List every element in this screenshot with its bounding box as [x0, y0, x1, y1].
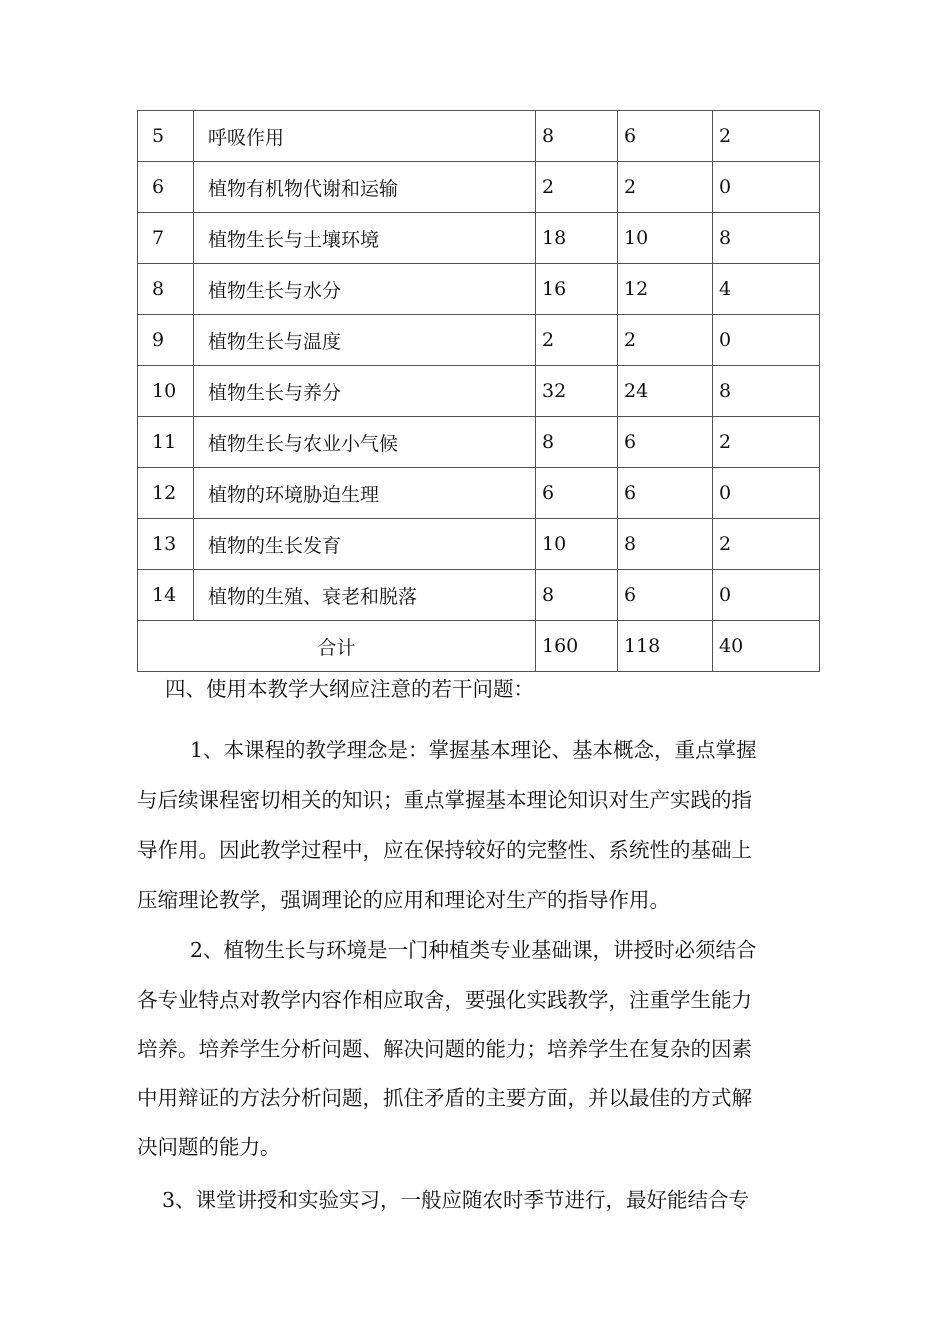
- theory-hours-cell: 12: [618, 264, 713, 315]
- row-number-cell: 9: [138, 315, 194, 366]
- theory-sum-cell: 118: [618, 621, 713, 672]
- paragraph-2-line-5: 决问题的能力。: [137, 1135, 281, 1159]
- total-label-cell: 合计: [138, 621, 536, 672]
- paragraph-2-line-3: 培养。培养学生分析问题、解决问题的能力；培养学生在复杂的因素: [137, 1037, 752, 1061]
- total-hours-cell: 8: [536, 570, 618, 621]
- row-number-cell: 5: [138, 111, 194, 162]
- table-row: [138, 213, 820, 264]
- theory-hours-cell: 2: [618, 162, 713, 213]
- paragraph-2-line-2: 各专业特点对教学内容作相应取舍，要强化实践教学，注重学生能力: [137, 988, 752, 1012]
- row-number-cell: 10: [138, 366, 194, 417]
- topic-cell: 植物生长与养分: [194, 366, 536, 417]
- total-hours-cell: 18: [536, 213, 618, 264]
- topic-cell: 植物生长与温度: [194, 315, 536, 366]
- course-hours-table: [137, 110, 820, 672]
- table-total-row: [138, 621, 820, 672]
- table-row: [138, 366, 820, 417]
- topic-cell: 植物的生殖、衰老和脱落: [194, 570, 536, 621]
- paragraph-3-line-1: 3、课堂讲授和实验实习，一般应随农时季节进行，最好能结合专: [162, 1188, 750, 1212]
- total-hours-cell: 10: [536, 519, 618, 570]
- topic-cell: 植物生长与水分: [194, 264, 536, 315]
- total-hours-cell: 32: [536, 366, 618, 417]
- topic-cell: 植物有机物代谢和运输: [194, 162, 536, 213]
- row-number-cell: 11: [138, 417, 194, 468]
- table-row: [138, 264, 820, 315]
- theory-hours-cell: 6: [618, 417, 713, 468]
- practice-hours-cell: 0: [713, 570, 820, 621]
- total-hours-cell: 2: [536, 162, 618, 213]
- theory-hours-cell: 6: [618, 570, 713, 621]
- row-number-cell: 12: [138, 468, 194, 519]
- table-row: [138, 468, 820, 519]
- practice-hours-cell: 8: [713, 366, 820, 417]
- table-row: [138, 111, 820, 162]
- theory-hours-cell: 6: [618, 468, 713, 519]
- topic-cell: 植物生长与土壤环境: [194, 213, 536, 264]
- table-row: [138, 570, 820, 621]
- topic-cell: 植物的环境胁迫生理: [194, 468, 536, 519]
- table-row: [138, 519, 820, 570]
- total-hours-cell: 6: [536, 468, 618, 519]
- section-heading: 四、使用本教学大纲应注意的若干问题：: [165, 677, 534, 701]
- theory-hours-cell: 2: [618, 315, 713, 366]
- table-row: [138, 315, 820, 366]
- practice-hours-cell: 0: [713, 162, 820, 213]
- practice-hours-cell: 4: [713, 264, 820, 315]
- paragraph-2-line-4: 中用辩证的方法分析问题，抓住矛盾的主要方面，并以最佳的方式解: [137, 1086, 752, 1110]
- row-number-cell: 14: [138, 570, 194, 621]
- topic-cell: 呼吸作用: [194, 111, 536, 162]
- table-body: [138, 111, 820, 672]
- row-number-cell: 6: [138, 162, 194, 213]
- table-row: [138, 417, 820, 468]
- paragraph-1-line-3: 导作用。因此教学过程中，应在保持较好的完整性、系统性的基础上: [137, 838, 752, 862]
- total-hours-cell: 8: [536, 111, 618, 162]
- total-hours-cell: 2: [536, 315, 618, 366]
- paragraph-2-line-1: 2、植物生长与环境是一门种植类专业基础课，讲授时必须结合: [190, 938, 757, 962]
- topic-cell: 植物的生长发育: [194, 519, 536, 570]
- total-hours-cell: 16: [536, 264, 618, 315]
- theory-hours-cell: 8: [618, 519, 713, 570]
- total-hours-cell: 8: [536, 417, 618, 468]
- theory-hours-cell: 24: [618, 366, 713, 417]
- practice-hours-cell: 0: [713, 468, 820, 519]
- theory-hours-cell: 6: [618, 111, 713, 162]
- practice-hours-cell: 8: [713, 213, 820, 264]
- total-sum-cell: 160: [536, 621, 618, 672]
- practice-sum-cell: 40: [713, 621, 820, 672]
- table-row: [138, 162, 820, 213]
- practice-hours-cell: 2: [713, 111, 820, 162]
- topic-cell: 植物生长与农业小气候: [194, 417, 536, 468]
- practice-hours-cell: 2: [713, 417, 820, 468]
- practice-hours-cell: 0: [713, 315, 820, 366]
- row-number-cell: 7: [138, 213, 194, 264]
- theory-hours-cell: 10: [618, 213, 713, 264]
- paragraph-1-line-2: 与后续课程密切相关的知识；重点掌握基本理论知识对生产实践的指: [137, 788, 752, 812]
- paragraph-1-line-4: 压缩理论教学，强调理论的应用和理论对生产的指导作用。: [137, 888, 670, 912]
- paragraph-1-line-1: 1、本课程的教学理念是：掌握基本理论、基本概念，重点掌握: [190, 738, 757, 762]
- practice-hours-cell: 2: [713, 519, 820, 570]
- row-number-cell: 13: [138, 519, 194, 570]
- row-number-cell: 8: [138, 264, 194, 315]
